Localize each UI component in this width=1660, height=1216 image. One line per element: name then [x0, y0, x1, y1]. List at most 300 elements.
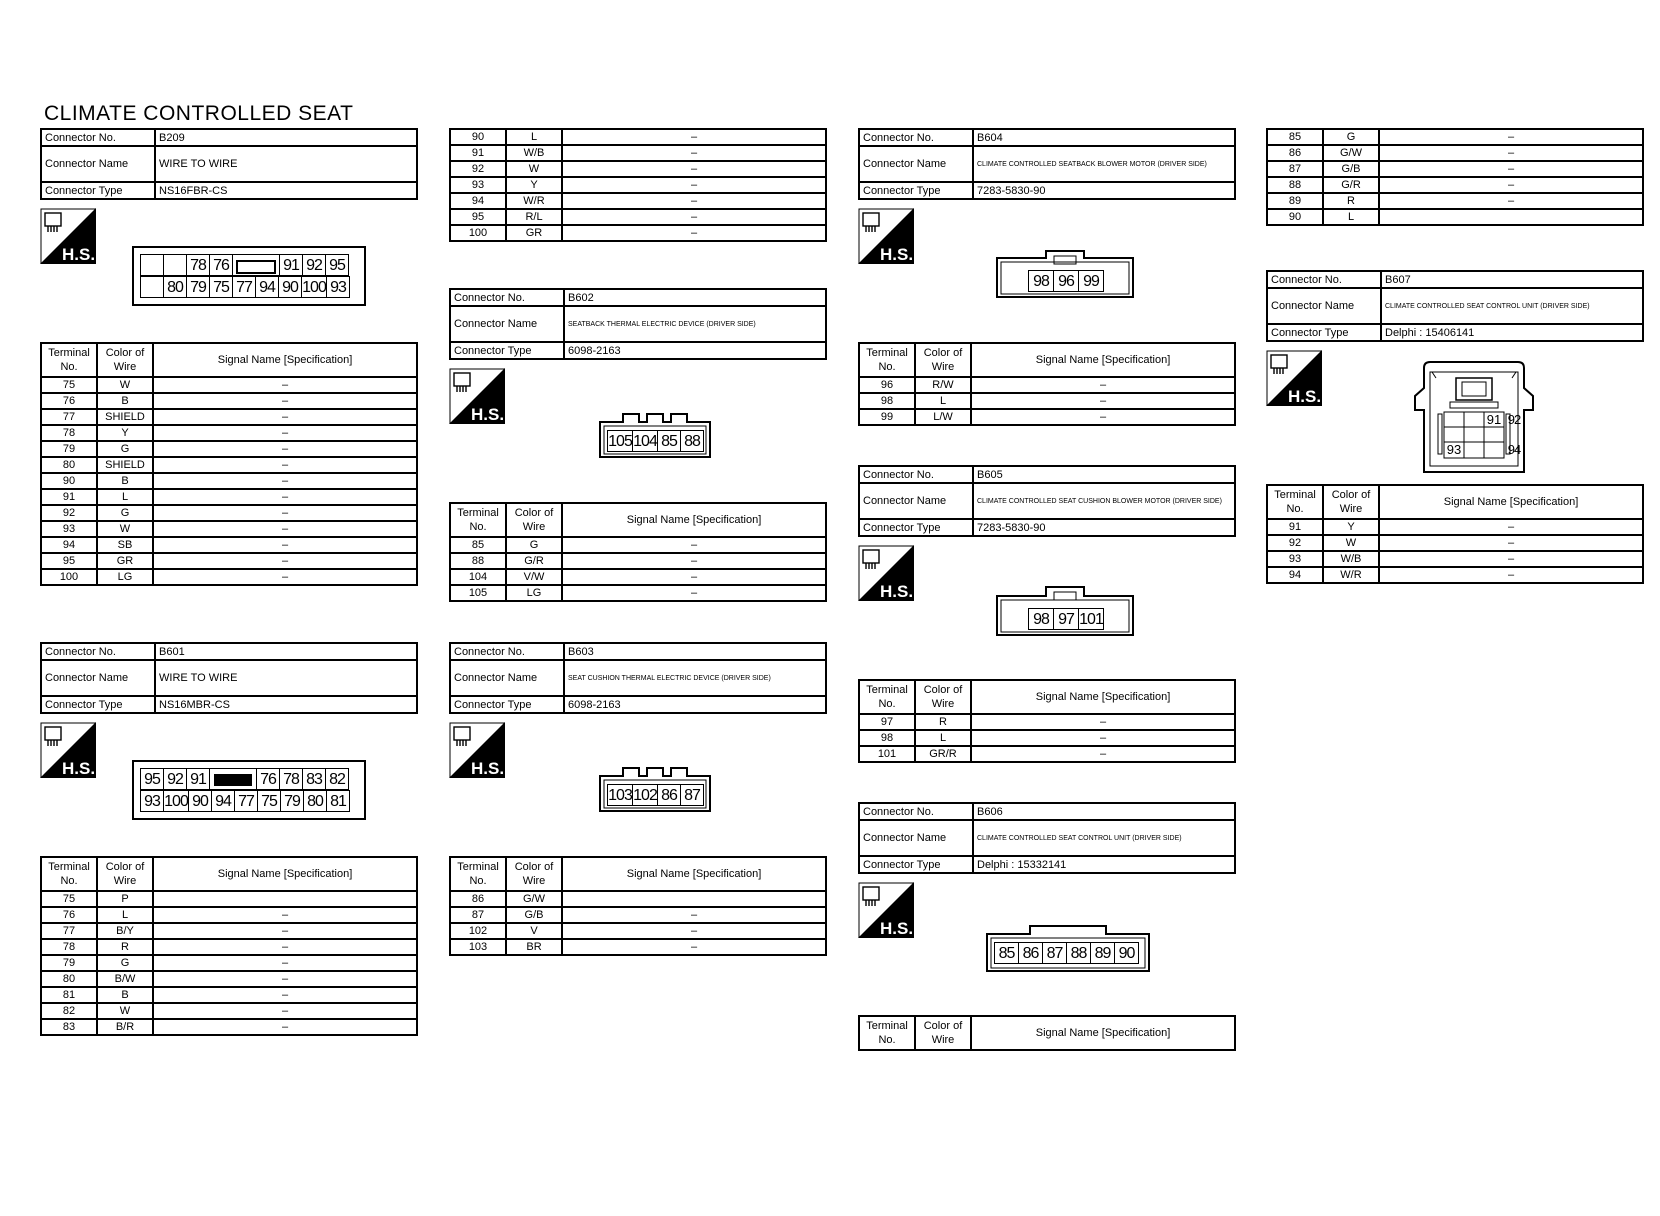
terminal-no-header: Terminal No.	[41, 343, 97, 377]
pin-row	[607, 784, 703, 806]
table-row	[41, 955, 417, 971]
terminal-no-header: Terminal No.	[859, 343, 915, 377]
terminal-no-cell: 85	[1267, 129, 1323, 145]
wire-color-cell: R	[1323, 193, 1379, 209]
connector-name-value: WIRE TO WIRE	[155, 146, 417, 182]
terminal-no-cell: 87	[450, 907, 506, 923]
table-row	[859, 714, 1235, 730]
pin: 102	[632, 784, 658, 806]
connector-info-b604	[858, 128, 1236, 200]
signal-name-header: Signal Name [Specification]	[971, 1016, 1235, 1050]
terminal-no-cell: 90	[41, 473, 97, 489]
connector-type-value: Delphi : 15332141	[973, 856, 1235, 873]
signal-name-cell: –	[153, 441, 417, 457]
pin-key-slot	[209, 768, 257, 790]
wire-color-cell: V	[506, 923, 562, 939]
pin-row-bottom	[140, 276, 349, 298]
harness-side-icon	[449, 368, 505, 424]
pin-key-slot	[232, 254, 280, 276]
table-row	[41, 473, 417, 489]
terminal-no-cell: 76	[41, 907, 97, 923]
pin: 96	[1053, 270, 1079, 292]
connector-name-value: CLIMATE CONTROLLED SEATBACK BLOWER MOTOR (DRIVER SIDE)	[973, 146, 1235, 182]
table-row	[41, 553, 417, 569]
pin: 86	[1018, 942, 1043, 964]
pin: 79	[280, 790, 304, 812]
connector-info-b602	[449, 288, 827, 360]
table-row	[450, 907, 826, 923]
terminal-no-cell: 91	[41, 489, 97, 505]
terminal-no-cell: 95	[450, 209, 506, 225]
signal-name-cell: –	[562, 209, 826, 225]
connector-type-value: 7283-5830-90	[973, 519, 1235, 536]
signal-name-cell: –	[562, 193, 826, 209]
connector-no-value: B607	[1381, 271, 1643, 288]
terminal-no-cell: 98	[859, 730, 915, 746]
pin: 81	[326, 790, 350, 812]
signal-name-cell: –	[1379, 551, 1643, 567]
connector-type-label: Connector Type	[859, 519, 973, 536]
wire-color-cell: B	[97, 987, 153, 1003]
pin: 76	[256, 768, 280, 790]
signal-name-header: Signal Name [Specification]	[153, 343, 417, 377]
pin: 94	[211, 790, 235, 812]
terminal-no-cell: 102	[450, 923, 506, 939]
wire-color-cell: G	[506, 537, 562, 553]
connector-name-value: SEATBACK THERMAL ELECTRIC DEVICE (DRIVER SIDE)	[564, 306, 826, 342]
harness-side-icon	[449, 722, 505, 778]
signal-name-cell: –	[153, 955, 417, 971]
pin: 98	[1028, 608, 1054, 630]
pin: 85	[657, 430, 681, 452]
connector-type-value: 7283-5830-90	[973, 182, 1235, 199]
pin: 94	[1507, 442, 1521, 457]
terminal-no-header: Terminal No.	[859, 1016, 915, 1050]
wire-color-cell: R/L	[506, 209, 562, 225]
table-row	[1267, 161, 1643, 177]
connector-info-b603	[449, 642, 827, 714]
pin: 75	[209, 276, 233, 298]
wire-color-cell: L	[915, 730, 971, 746]
color-of-wire-header: Color of Wire	[915, 343, 971, 377]
table-row	[41, 457, 417, 473]
connector-face-b601	[132, 760, 366, 820]
signal-name-cell: –	[153, 521, 417, 537]
pin: 78	[186, 254, 210, 276]
table-row	[859, 746, 1235, 762]
signal-name-cell: –	[971, 714, 1235, 730]
pin: 78	[279, 768, 303, 790]
signal-name-cell: –	[153, 923, 417, 939]
wire-color-cell: GR/R	[915, 746, 971, 762]
signal-name-cell: –	[153, 1019, 417, 1035]
table-row	[1267, 551, 1643, 567]
signal-name-cell: –	[153, 377, 417, 393]
color-of-wire-header: Color of Wire	[1323, 485, 1379, 519]
pin: 95	[140, 768, 164, 790]
terminal-no-cell: 88	[450, 553, 506, 569]
pin: 90	[188, 790, 212, 812]
terminal-no-cell: 81	[41, 987, 97, 1003]
color-of-wire-header: Color of Wire	[97, 343, 153, 377]
wire-color-cell: R	[915, 714, 971, 730]
connector-type-value: 6098-2163	[564, 696, 826, 713]
wire-color-cell: SB	[97, 537, 153, 553]
signal-name-cell: –	[1379, 519, 1643, 535]
signal-name-cell: –	[153, 473, 417, 489]
connector-name-value: CLIMATE CONTROLLED SEAT CONTROL UNIT (DRIVER SIDE)	[1381, 288, 1643, 324]
connector-no-value: B606	[973, 803, 1235, 820]
signal-name-cell: –	[153, 537, 417, 553]
signal-name-cell: –	[1379, 535, 1643, 551]
signal-name-header: Signal Name [Specification]	[153, 857, 417, 891]
wire-color-cell: GR	[506, 225, 562, 241]
terminal-no-cell: 79	[41, 441, 97, 457]
table-row	[41, 441, 417, 457]
pin: 92	[1507, 412, 1521, 427]
terminal-no-cell: 93	[1267, 551, 1323, 567]
connector-face-b604	[996, 250, 1134, 298]
table-row	[1267, 519, 1643, 535]
connector-no-value: B602	[564, 289, 826, 306]
harness-side-icon	[1266, 350, 1322, 406]
table-row	[41, 537, 417, 553]
terminal-table-b209	[40, 342, 418, 586]
signal-name-cell: –	[971, 746, 1235, 762]
connector-no-value: B209	[155, 129, 417, 146]
signal-name-cell: –	[562, 145, 826, 161]
connector-type-label: Connector Type	[859, 856, 973, 873]
terminal-no-cell: 96	[859, 377, 915, 393]
connector-name-label: Connector Name	[450, 660, 564, 696]
connector-no-label: Connector No.	[450, 643, 564, 660]
hs-label: H.S.	[471, 405, 505, 424]
terminal-no-cell: 83	[41, 1019, 97, 1035]
terminal-no-cell: 94	[450, 193, 506, 209]
terminal-no-cell: 101	[859, 746, 915, 762]
table-row	[450, 923, 826, 939]
table-row	[41, 1003, 417, 1019]
pin-row	[994, 942, 1138, 964]
pin: 93	[1446, 442, 1462, 457]
connector-no-label: Connector No.	[1267, 271, 1381, 288]
wire-color-cell: L	[97, 907, 153, 923]
page-title: CLIMATE CONTROLLED SEAT	[44, 102, 354, 125]
terminal-no-cell: 93	[41, 521, 97, 537]
table-row	[41, 939, 417, 955]
signal-name-cell: –	[153, 505, 417, 521]
connector-no-value: B603	[564, 643, 826, 660]
terminal-table-b606	[858, 1015, 1236, 1051]
connector-info-b606	[858, 802, 1236, 874]
pin: 90	[278, 276, 302, 298]
wire-color-cell: W/B	[1323, 551, 1379, 567]
table-row	[41, 521, 417, 537]
pin: 100	[163, 790, 189, 812]
harness-side-icon	[858, 882, 914, 938]
pin-row	[1028, 608, 1103, 630]
connector-face-b209	[132, 246, 366, 306]
pin: 77	[232, 276, 256, 298]
signal-name-cell: –	[153, 409, 417, 425]
terminal-no-cell: 86	[1267, 145, 1323, 161]
wire-color-cell: G/B	[506, 907, 562, 923]
pin: 77	[234, 790, 258, 812]
wire-color-cell: W	[506, 161, 562, 177]
connector-name-label: Connector Name	[859, 146, 973, 182]
harness-side-icon	[858, 208, 914, 264]
table-row	[41, 425, 417, 441]
connector-face-b607	[1412, 358, 1536, 474]
table-row	[450, 161, 826, 177]
signal-name-header: Signal Name [Specification]	[971, 680, 1235, 714]
terminal-no-cell: 85	[450, 537, 506, 553]
pin	[163, 254, 187, 276]
terminal-table-b604	[858, 342, 1236, 426]
terminal-table-b607	[1266, 484, 1644, 584]
pin: 88	[680, 430, 704, 452]
pin-row-top	[140, 768, 348, 790]
pin: 80	[163, 276, 187, 298]
terminal-no-cell: 76	[41, 393, 97, 409]
table-row	[450, 225, 826, 241]
signal-name-cell: –	[153, 569, 417, 585]
wire-color-cell: B/W	[97, 971, 153, 987]
pin: 75	[257, 790, 281, 812]
signal-name-cell: –	[971, 393, 1235, 409]
terminal-no-cell: 82	[41, 1003, 97, 1019]
connector-type-label: Connector Type	[450, 342, 564, 359]
connector-type-value: 6098-2163	[564, 342, 826, 359]
signal-name-cell: –	[971, 409, 1235, 425]
table-row	[450, 585, 826, 601]
table-row	[41, 907, 417, 923]
connector-name-label: Connector Name	[1267, 288, 1381, 324]
wire-color-cell: LG	[97, 569, 153, 585]
table-row	[1267, 567, 1643, 583]
signal-name-cell: –	[153, 971, 417, 987]
signal-name-cell: –	[971, 730, 1235, 746]
connector-info-b601	[40, 642, 418, 714]
wire-color-cell: L	[915, 393, 971, 409]
signal-name-cell	[153, 891, 417, 907]
connector-name-label: Connector Name	[41, 660, 155, 696]
connector-info-b607	[1266, 270, 1644, 342]
hs-label: H.S.	[62, 245, 96, 264]
wire-color-cell: L	[1323, 209, 1379, 225]
pin: 91	[186, 768, 210, 790]
terminal-no-cell: 75	[41, 891, 97, 907]
table-row	[859, 409, 1235, 425]
wire-color-cell: Y	[506, 177, 562, 193]
pin: 87	[1042, 942, 1067, 964]
wire-color-cell: P	[97, 891, 153, 907]
table-row	[1267, 145, 1643, 161]
signal-name-cell: –	[1379, 177, 1643, 193]
signal-name-cell: –	[153, 1003, 417, 1019]
signal-name-cell: –	[153, 987, 417, 1003]
hs-label: H.S.	[880, 245, 914, 264]
harness-side-icon	[40, 208, 96, 264]
terminal-no-cell: 77	[41, 923, 97, 939]
terminal-no-cell: 90	[1267, 209, 1323, 225]
pin-row-bottom	[140, 790, 349, 812]
wire-color-cell: B/Y	[97, 923, 153, 939]
connector-name-label: Connector Name	[859, 483, 973, 519]
signal-name-cell: –	[1379, 161, 1643, 177]
terminal-no-cell: 86	[450, 891, 506, 907]
terminal-no-cell: 100	[450, 225, 506, 241]
table-row	[1267, 129, 1643, 145]
table-row	[41, 891, 417, 907]
connector-name-label: Connector Name	[859, 820, 973, 856]
pin-row	[1028, 270, 1103, 292]
terminal-no-cell: 87	[1267, 161, 1323, 177]
wire-color-cell: G	[97, 955, 153, 971]
connector-no-value: B605	[973, 466, 1235, 483]
wire-color-cell: W	[97, 1003, 153, 1019]
signal-name-header: Signal Name [Specification]	[562, 503, 826, 537]
pin: 95	[325, 254, 349, 276]
signal-name-cell	[562, 891, 826, 907]
connector-face-b605	[996, 586, 1134, 636]
table-row	[41, 505, 417, 521]
table-row	[41, 409, 417, 425]
table-row	[1267, 535, 1643, 551]
table-row	[450, 209, 826, 225]
signal-name-cell: –	[562, 537, 826, 553]
signal-name-cell: –	[153, 393, 417, 409]
wire-color-cell: Y	[1323, 519, 1379, 535]
pin: 103	[607, 784, 633, 806]
table-row	[450, 537, 826, 553]
wire-color-cell: L/W	[915, 409, 971, 425]
terminal-no-cell: 78	[41, 939, 97, 955]
signal-name-cell: –	[153, 457, 417, 473]
harness-side-icon	[40, 722, 96, 778]
terminal-no-cell: 94	[1267, 567, 1323, 583]
table-row	[450, 939, 826, 955]
wire-color-cell: G/R	[506, 553, 562, 569]
table-row	[41, 569, 417, 585]
table-row	[1267, 177, 1643, 193]
signal-name-cell: –	[1379, 193, 1643, 209]
connector-type-label: Connector Type	[1267, 324, 1381, 341]
table-row	[41, 971, 417, 987]
terminal-table-b605	[858, 679, 1236, 763]
connector-type-value: NS16FBR-CS	[155, 182, 417, 199]
signal-name-cell: –	[562, 225, 826, 241]
hs-label: H.S.	[62, 759, 96, 778]
signal-name-cell: –	[562, 923, 826, 939]
connector-no-label: Connector No.	[41, 129, 155, 146]
terminal-table-b606-continued	[1266, 128, 1644, 226]
wire-color-cell: B/R	[97, 1019, 153, 1035]
hs-label: H.S.	[880, 582, 914, 601]
wire-color-cell: B	[97, 393, 153, 409]
terminal-no-cell: 105	[450, 585, 506, 601]
pin: 76	[209, 254, 233, 276]
wire-color-cell: SHIELD	[97, 457, 153, 473]
pin: 97	[1053, 608, 1079, 630]
table-row	[859, 393, 1235, 409]
wire-color-cell: G/W	[1323, 145, 1379, 161]
pin: 88	[1066, 942, 1091, 964]
pin: 101	[1078, 608, 1104, 630]
terminal-no-cell: 90	[450, 129, 506, 145]
wire-color-cell: G/R	[1323, 177, 1379, 193]
signal-name-cell: –	[153, 553, 417, 569]
pin: 80	[303, 790, 327, 812]
terminal-no-cell: 88	[1267, 177, 1323, 193]
table-row	[450, 129, 826, 145]
connector-info-b605	[858, 465, 1236, 537]
terminal-no-cell: 93	[450, 177, 506, 193]
connector-name-value: SEAT CUSHION THERMAL ELECTRIC DEVICE (DRIVER SIDE)	[564, 660, 826, 696]
wire-color-cell: G/B	[1323, 161, 1379, 177]
signal-name-cell	[1379, 209, 1643, 225]
signal-name-header: Signal Name [Specification]	[1379, 485, 1643, 519]
wire-color-cell: W	[97, 521, 153, 537]
terminal-no-header: Terminal No.	[41, 857, 97, 891]
connector-no-label: Connector No.	[859, 129, 973, 146]
wire-color-cell: W/R	[506, 193, 562, 209]
terminal-no-header: Terminal No.	[1267, 485, 1323, 519]
signal-name-cell: –	[1379, 129, 1643, 145]
pin: 87	[680, 784, 704, 806]
pin: 105	[607, 430, 633, 452]
signal-name-header: Signal Name [Specification]	[562, 857, 826, 891]
pin: 89	[1090, 942, 1115, 964]
harness-side-icon	[858, 545, 914, 601]
connector-type-label: Connector Type	[41, 182, 155, 199]
table-row	[450, 553, 826, 569]
wire-color-cell: G/W	[506, 891, 562, 907]
signal-name-cell: –	[562, 129, 826, 145]
terminal-no-cell: 80	[41, 971, 97, 987]
connector-name-value: CLIMATE CONTROLLED SEAT CONTROL UNIT (DRIVER SIDE)	[973, 820, 1235, 856]
connector-name-value: WIRE TO WIRE	[155, 660, 417, 696]
color-of-wire-header: Color of Wire	[97, 857, 153, 891]
color-of-wire-header: Color of Wire	[915, 1016, 971, 1050]
signal-name-cell: –	[1379, 145, 1643, 161]
color-of-wire-header: Color of Wire	[506, 857, 562, 891]
color-of-wire-header: Color of Wire	[506, 503, 562, 537]
pin-row	[607, 430, 703, 452]
terminal-no-header: Terminal No.	[450, 857, 506, 891]
pin: 91	[279, 254, 303, 276]
connector-no-label: Connector No.	[859, 803, 973, 820]
table-row	[859, 377, 1235, 393]
wire-color-cell: W/R	[1323, 567, 1379, 583]
signal-name-cell: –	[562, 585, 826, 601]
hs-label: H.S.	[1288, 387, 1322, 406]
signal-name-cell: –	[562, 177, 826, 193]
signal-name-cell: –	[562, 161, 826, 177]
connector-face-b606	[986, 924, 1150, 972]
pin: 99	[1078, 270, 1104, 292]
wire-color-cell: G	[1323, 129, 1379, 145]
signal-name-cell: –	[562, 553, 826, 569]
table-row	[450, 177, 826, 193]
terminal-no-cell: 92	[41, 505, 97, 521]
connector-type-value: NS16MBR-CS	[155, 696, 417, 713]
wire-color-cell: L	[97, 489, 153, 505]
terminal-no-cell: 97	[859, 714, 915, 730]
pin: 91	[1486, 412, 1502, 427]
terminal-table-b603	[449, 856, 827, 956]
table-row	[450, 145, 826, 161]
